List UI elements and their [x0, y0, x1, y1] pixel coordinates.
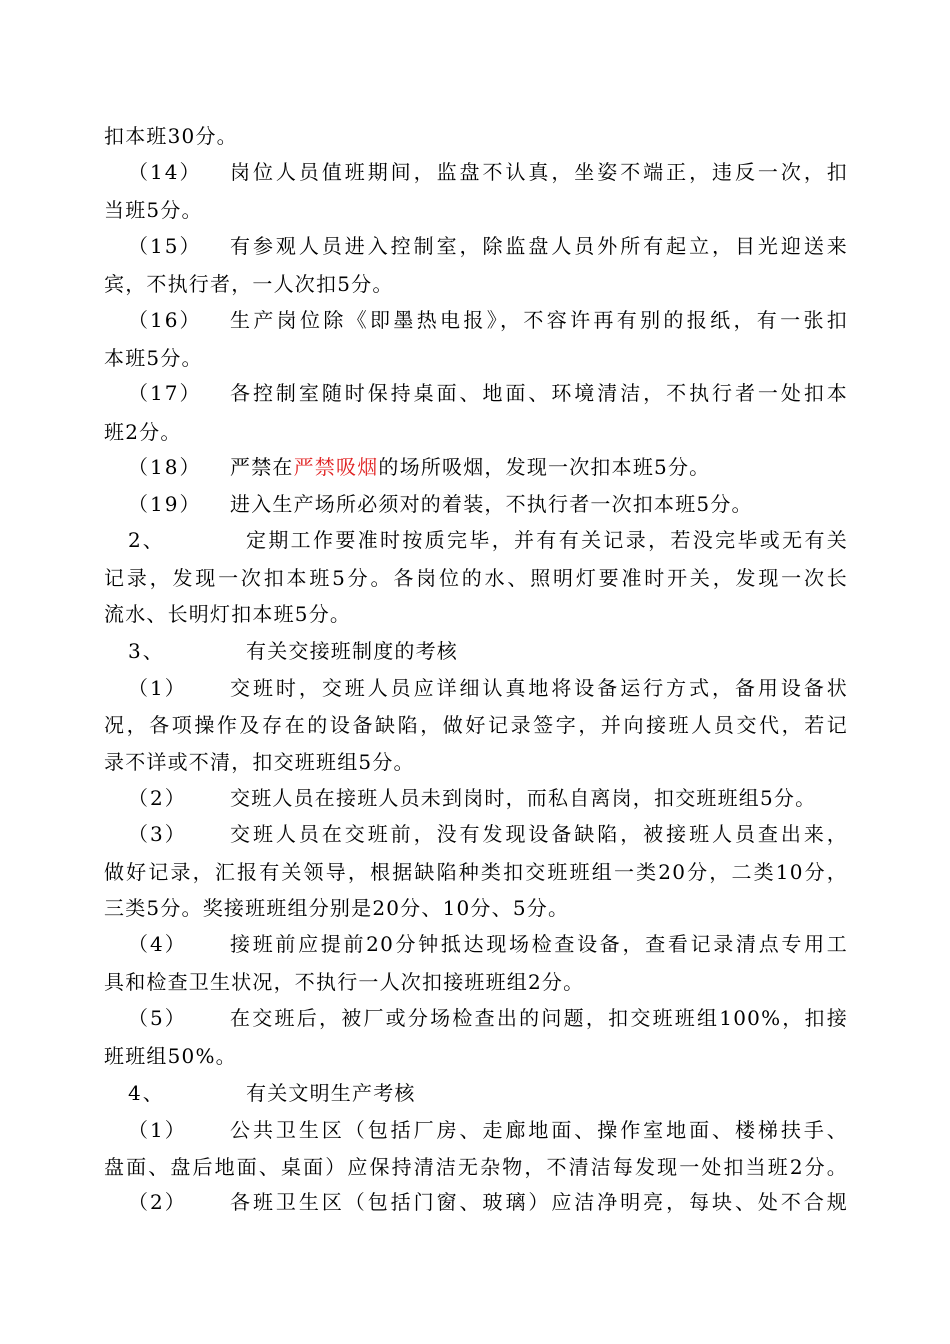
text-line: 班2分。 [104, 420, 182, 444]
text-segment: 严禁在 [230, 455, 294, 479]
text-segment: 的场所吸烟，发现一次扣本班5分。 [378, 455, 711, 479]
text-line: 进入生产场所必须对的着装，不执行者一次扣本班5分。 [230, 492, 753, 516]
item-number: （17） [128, 381, 202, 405]
item-number: （1） [128, 676, 187, 700]
item-number: （5） [128, 1006, 187, 1030]
section-number: 3、 [128, 639, 165, 663]
section-number: 2、 [128, 528, 165, 552]
section-number: 4、 [128, 1081, 165, 1105]
text-line: 岗位人员值班期间，监盘不认真，坐姿不端正，违反一次，扣 [230, 160, 848, 184]
item-number: （19） [128, 492, 202, 516]
text-line: 定期工作要准时按质完毕，并有有关记录，若没完毕或无有关 [246, 528, 848, 552]
text-line: 交班人员在交班前，没有发现设备缺陷，被接班人员查出来， [230, 822, 848, 846]
text-line: 扣本班30分。 [104, 124, 238, 148]
text-line: 交班时，交班人员应详细认真地将设备运行方式，备用设备状 [230, 676, 848, 700]
text-line: 在交班后，被厂或分场检查出的问题，扣交班班组100%，扣接 [230, 1006, 848, 1030]
text-line: 盘面、盘后地面、桌面）应保持清洁无杂物，不清洁每发现一处扣当班2分。 [104, 1155, 848, 1179]
text-line: 录不详或不清，扣交班班组5分。 [104, 750, 415, 774]
text-line: 各控制室随时保持桌面、地面、环境清洁，不执行者一处扣本 [230, 381, 848, 405]
text-line: 具和检查卫生状况，不执行一人次扣接班班组2分。 [104, 970, 585, 994]
text-line: 有参观人员进入控制室，除监盘人员外所有起立，目光迎送来 [230, 234, 848, 258]
text-line: 三类5分。奖接班班组分别是20分、10分、5分。 [104, 896, 570, 920]
item-number: （3） [128, 822, 187, 846]
item-number: （2） [128, 1190, 187, 1214]
text-line: 流水、长明灯扣本班5分。 [104, 602, 352, 626]
text-line: 本班5分。 [104, 346, 203, 370]
text-line: 做好记录，汇报有关领导，根据缺陷种类扣交班班组一类20分，二类10分， [104, 860, 848, 884]
highlighted-text: 严禁吸烟 [293, 455, 379, 479]
item-number: （1） [128, 1118, 187, 1142]
text-line: 记录，发现一次扣本班5分。各岗位的水、照明灯要准时开关，发现一次长 [104, 566, 848, 590]
item-number: （18） [128, 455, 202, 479]
text-line: 接班前应提前20分钟抵达现场检查设备，查看记录清点专用工 [230, 932, 848, 956]
text-line: 交班人员在接班人员未到岗时，而私自离岗，扣交班班组5分。 [230, 786, 817, 810]
section-heading: 有关交接班制度的考核 [246, 639, 458, 663]
text-line: 公共卫生区（包括厂房、走廊地面、操作室地面、楼梯扶手、 [230, 1118, 848, 1142]
item-number: （15） [128, 234, 202, 258]
item-number: （2） [128, 786, 187, 810]
text-line [230, 455, 710, 479]
item-number: （16） [128, 308, 202, 332]
text-line: 班班组50%。 [104, 1044, 237, 1068]
section-heading: 有关文明生产考核 [246, 1081, 416, 1105]
text-line: 宾，不执行者，一人次扣5分。 [104, 272, 394, 296]
text-line: 况，各项操作及存在的设备缺陷，做好记录签字，并向接班人员交代，若记 [104, 713, 848, 737]
text-line: 生产岗位除《即墨热电报》，不容许再有别的报纸，有一张扣 [230, 308, 848, 332]
item-number: （14） [128, 160, 202, 184]
text-line: 各班卫生区（包括门窗、玻璃）应洁净明亮，每块、处不合规 [230, 1190, 848, 1214]
item-number: （4） [128, 932, 187, 956]
text-line: 当班5分。 [104, 198, 203, 222]
